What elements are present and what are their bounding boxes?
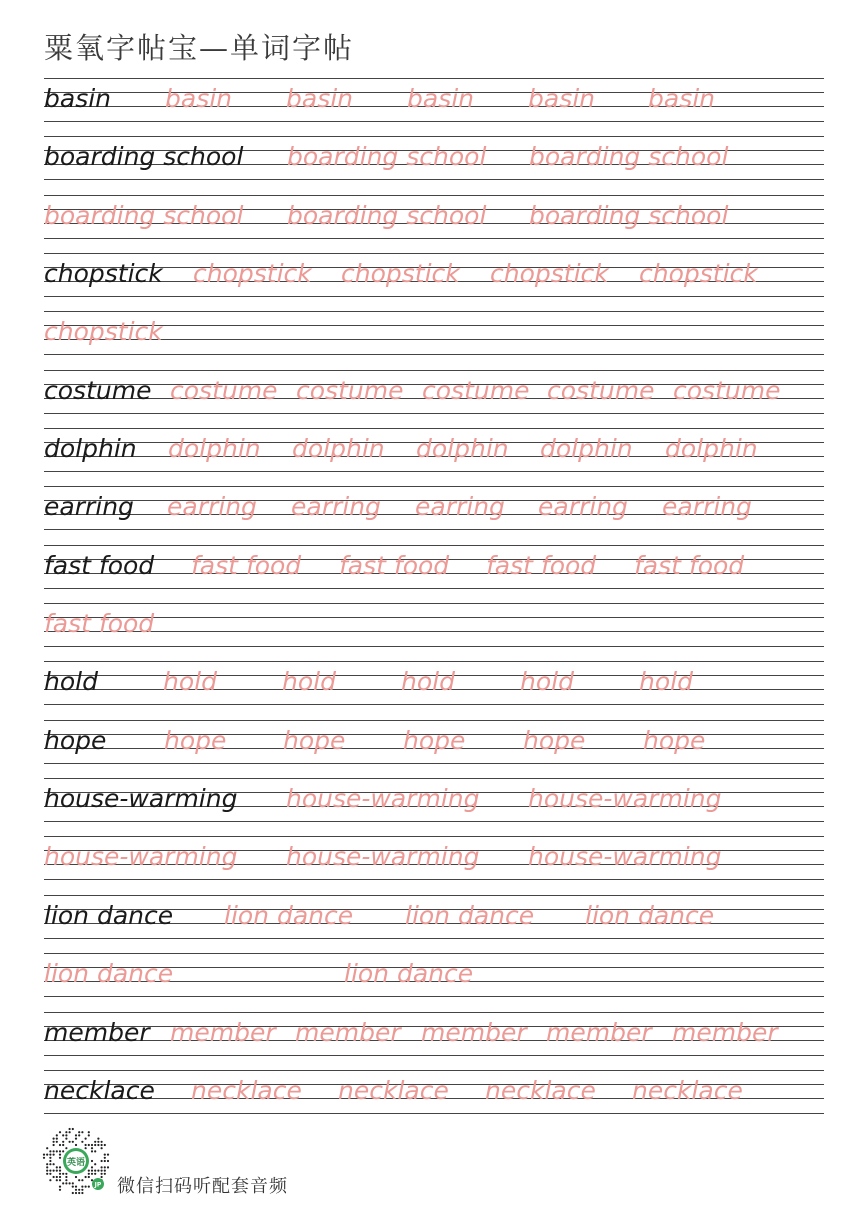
trace-word: hold: [639, 667, 693, 697]
model-word: house-warming: [44, 784, 238, 814]
copybook-sheet: [44, 76, 824, 1126]
practice-row: [44, 834, 824, 892]
trace-word: house-warming: [44, 842, 238, 872]
trace-word: hope: [164, 725, 227, 755]
trace-word: necklace: [191, 1075, 302, 1105]
model-word: fast food: [44, 550, 155, 580]
guide-line: [44, 296, 824, 297]
trace-word: basin: [407, 84, 475, 113]
practice-row: [44, 134, 824, 192]
guide-line: [44, 938, 824, 939]
practice-row: [44, 368, 824, 426]
practice-row: [44, 776, 824, 834]
trace-word: costume: [296, 375, 404, 405]
trace-word: chopstick: [44, 317, 163, 347]
trace-word: lion dance: [405, 900, 535, 930]
trace-word: earring: [291, 492, 381, 522]
trace-word: member: [672, 1017, 778, 1047]
trace-word: chopstick: [639, 259, 758, 289]
trace-word: necklace: [485, 1075, 596, 1105]
trace-word: basin: [165, 84, 233, 113]
trace-word: lion dance: [344, 959, 474, 989]
guide-line: [44, 821, 824, 822]
guide-line: [44, 588, 824, 589]
guide-line: [44, 879, 824, 880]
trace-word: dolphin: [665, 434, 758, 464]
trace-word: earring: [662, 492, 752, 522]
guide-line: [44, 354, 824, 355]
trace-word: necklace: [632, 1075, 743, 1105]
guide-line: [44, 529, 824, 530]
trace-word: basin: [648, 84, 716, 113]
trace-word: fast food: [339, 550, 450, 580]
trace-word: chopstick: [341, 259, 460, 289]
trace-word: lion dance: [44, 959, 174, 989]
model-word: hope: [44, 725, 107, 755]
guide-line: [44, 646, 824, 647]
trace-word: fast food: [191, 550, 302, 580]
trace-word: dolphin: [168, 434, 261, 464]
trace-word: hope: [283, 725, 346, 755]
qr-code-icon[interactable]: [40, 1125, 112, 1197]
trace-word: hope: [403, 725, 466, 755]
trace-word: hope: [523, 725, 586, 755]
guide-line: [44, 704, 824, 705]
trace-word: boarding school: [529, 200, 729, 230]
trace-word: dolphin: [416, 434, 509, 464]
model-word: costume: [44, 375, 152, 405]
qr-center-label: 英语: [66, 1158, 86, 1168]
practice-row: [44, 251, 824, 309]
practice-row: [44, 484, 824, 542]
trace-word: costume: [673, 375, 781, 405]
guide-line: [44, 413, 824, 414]
practice-row: [44, 659, 824, 717]
guide-line: [44, 121, 824, 122]
trace-word: costume: [422, 375, 530, 405]
guide-line: [44, 1113, 824, 1114]
trace-word: fast food: [486, 550, 597, 580]
trace-word: necklace: [338, 1075, 449, 1105]
trace-word: member: [295, 1017, 401, 1047]
trace-word: hold: [401, 667, 455, 697]
trace-word: earring: [167, 492, 257, 522]
guide-line: [44, 238, 824, 239]
trace-word: boarding school: [529, 142, 729, 172]
page-title: 粟氧字帖宝—单词字帖: [44, 31, 355, 65]
trace-word: house-warming: [286, 784, 480, 814]
guide-line: [44, 996, 824, 997]
guide-line: [44, 1055, 824, 1056]
model-word: hold: [44, 667, 98, 697]
model-word: dolphin: [44, 434, 137, 464]
practice-row: [44, 601, 824, 659]
practice-row: [44, 951, 824, 1009]
trace-word: chopstick: [193, 259, 312, 289]
practice-row: [44, 543, 824, 601]
trace-word: basin: [286, 84, 354, 113]
guide-line: [44, 179, 824, 180]
trace-word: lion dance: [224, 900, 354, 930]
practice-row: [44, 426, 824, 484]
trace-word: house-warming: [528, 842, 722, 872]
trace-word: hold: [520, 667, 574, 697]
trace-word: lion dance: [585, 900, 715, 930]
trace-word: house-warming: [286, 842, 480, 872]
trace-word: costume: [170, 375, 278, 405]
model-word: member: [44, 1017, 150, 1047]
practice-row: [44, 893, 824, 951]
guide-line: [44, 471, 824, 472]
footer-caption: 微信扫码听配套音频: [117, 1176, 288, 1197]
trace-word: chopstick: [490, 259, 609, 289]
trace-word: boarding school: [44, 200, 244, 230]
trace-word: earring: [538, 492, 628, 522]
practice-row: [44, 718, 824, 776]
trace-word: hold: [282, 667, 336, 697]
trace-word: hope: [643, 725, 706, 755]
trace-word: hold: [163, 667, 217, 697]
trace-word: fast food: [44, 609, 155, 639]
trace-word: house-warming: [528, 784, 722, 814]
trace-word: dolphin: [540, 434, 633, 464]
model-word: boarding school: [44, 142, 244, 172]
trace-word: member: [170, 1017, 276, 1047]
trace-word: boarding school: [287, 200, 487, 230]
trace-word: earring: [415, 492, 505, 522]
model-word: lion dance: [44, 900, 174, 930]
trace-word: dolphin: [292, 434, 385, 464]
trace-word: fast food: [634, 550, 745, 580]
practice-row: [44, 193, 824, 251]
practice-row: [44, 76, 824, 134]
practice-row: [44, 309, 824, 367]
model-word: earring: [44, 492, 134, 522]
model-word: basin: [44, 84, 112, 113]
model-word: necklace: [44, 1075, 155, 1105]
trace-word: member: [421, 1017, 527, 1047]
practice-row: [44, 1010, 824, 1068]
trace-word: costume: [547, 375, 655, 405]
practice-row: [44, 1068, 824, 1126]
trace-word: member: [546, 1017, 652, 1047]
trace-word: basin: [528, 84, 596, 113]
guide-line: [44, 763, 824, 764]
trace-word: boarding school: [287, 142, 487, 172]
model-word: chopstick: [44, 259, 163, 289]
qr-badge-label: JP: [94, 1181, 102, 1189]
footer: [40, 1125, 360, 1197]
